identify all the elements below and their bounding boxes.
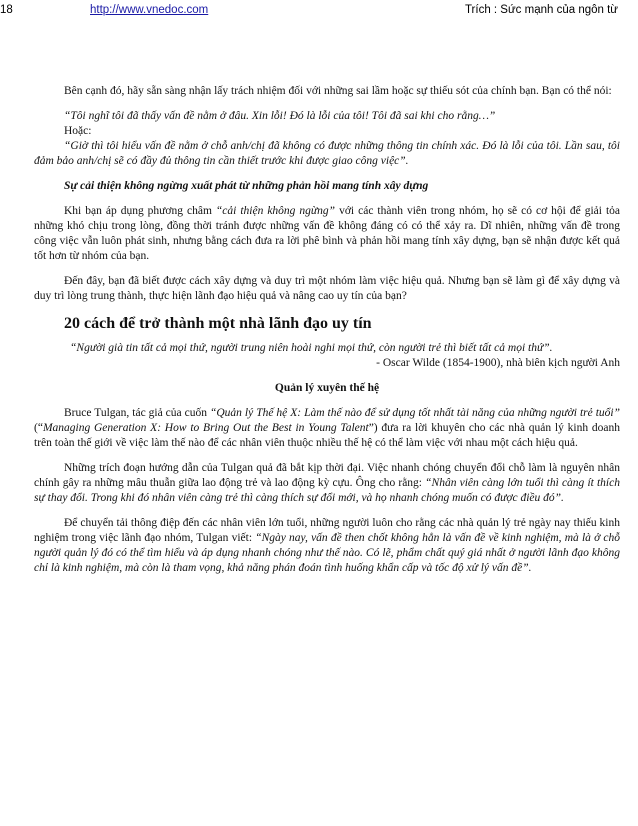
paragraph-tulgan: Bruce Tulgan, tác giả của cuốn “Quản lý Thế hệ X: Làm thế nào để sử dụng tốt nhất tài năng của những người trẻ tuổi” (“Managing Generation X: How to Bring Out the Best in Young Talent”) đưa ra lời khuyên cho các nhà quản lý kinh doanh trên toàn thế giới về việc làm thế nào để các nhân viên thuộc nhiều thế hệ có thể làm việc với nhau một cách hiệu quả. <box>34 407 620 449</box>
page-number: 18 <box>0 4 13 16</box>
quote-apology-2: “Giờ thì tôi hiểu vấn đề nằm ở chỗ anh/chị đã không có được những thông tin chính xác. Đó là lỗi của tôi. Lần sau, tôi đảm bảo anh/chị sẽ có đầy đủ thông tin cần thiết trước khi được giao công việc”. <box>34 140 620 167</box>
subheading-generations: Quản lý xuyên thế hệ <box>274 382 380 394</box>
paragraph-job-change: Những trích đoạn hướng dẫn của Tulgan quả đã bắt kịp thời đại. Việc nhanh chóng chuyển đổi chỗ làm là nguyên nhân chính gây ra những mâu thuẫn giữa lao động trẻ và lao động kỳ cựu. Ông cho rằng: “Nhân viên càng lớn tuổi thì càng ít thích sự thay đổi. Trong khi đó nhân viên càng trẻ thì càng thích sự đổi mới, và họ nhanh chóng muốn có được điều đó”. <box>34 462 620 504</box>
epigraph-attribution: - Oscar Wilde (1854-1900), nhà biên kịch người Anh <box>376 357 620 369</box>
paragraph-responsibility: Bên cạnh đó, hãy sẵn sàng nhận lấy trách nhiệm đối với những sai lầm hoặc sự thiếu sót của chính bạn. Bạn có thể nói: <box>64 85 612 97</box>
header-title: Trích : Sức mạnh của ngôn từ <box>464 4 618 16</box>
epigraph: “Người già tin tất cả mọi thứ, người trung niên hoài nghi mọi thứ, còn người trẻ thì biết tất cả mọi thứ”. <box>70 342 553 354</box>
paragraph-transition: Đến đây, bạn đã biết được cách xây dựng và duy trì một nhóm làm việc hiệu quả. Nhưng bạn sẽ làm gì để xây dựng và duy trì lòng trung thành, thực hiện lãnh đạo hiệu quả và nâng cao uy tín của bạn? <box>34 275 620 302</box>
paragraph-improvement: Khi bạn áp dụng phương châm “cải thiện không ngừng” với các thành viên trong nhóm, họ sẽ có cơ hội để giải tỏa những khó chịu trong lòng, đồng thời tránh được những vấn đề không đáng có có thể xảy ra. Dĩ nhiên, những vấn đề trong công việc vẫn luôn phát sinh, nhưng bằng cách đưa ra lời phê bình và phản hồi mang tính xây dựng, bạn sẽ nhận được kết quả tốt hơn từ nhóm của bạn. <box>34 205 620 262</box>
document-body <box>34 84 620 576</box>
quote-apology-1: “Tôi nghĩ tôi đã thấy vấn đề nằm ở đâu. Xin lỗi! Đó là lỗi của tôi! Tôi đã sai khi cho rằng…” <box>64 110 496 122</box>
section-heading: 20 cách để trở thành một nhà lãnh đạo uy tín <box>64 315 372 332</box>
page-header <box>0 4 638 20</box>
subheading-improvement: Sự cải thiện không ngừng xuất phát từ những phản hồi mang tính xây dựng <box>64 180 429 192</box>
paragraph-experience: Để chuyển tải thông điệp đến các nhân viên lớn tuổi, những người luôn cho rằng các nhà quản lý trẻ ngày nay thiếu kinh nghiệm trong việc lãnh đạo nhóm, Tulgan viết: “Ngày nay, vấn đề then chốt không hẳn là vấn đề về kinh nghiệm, mà là ở chỗ người quản lý đó có thể tìm hiểu và áp dụng nhanh chóng như thế nào. Có lẽ, phẩm chất quý giá nhất ở người lãnh đạo không chỉ là kinh nghiệm, mà còn là tham vọng, khả năng phán đoán tình huống khẩn cấp và tốc độ xử lý vấn đề”. <box>34 517 620 574</box>
or-label: Hoặc: <box>64 125 92 137</box>
website-link[interactable]: http://www.vnedoc.com <box>90 4 209 16</box>
